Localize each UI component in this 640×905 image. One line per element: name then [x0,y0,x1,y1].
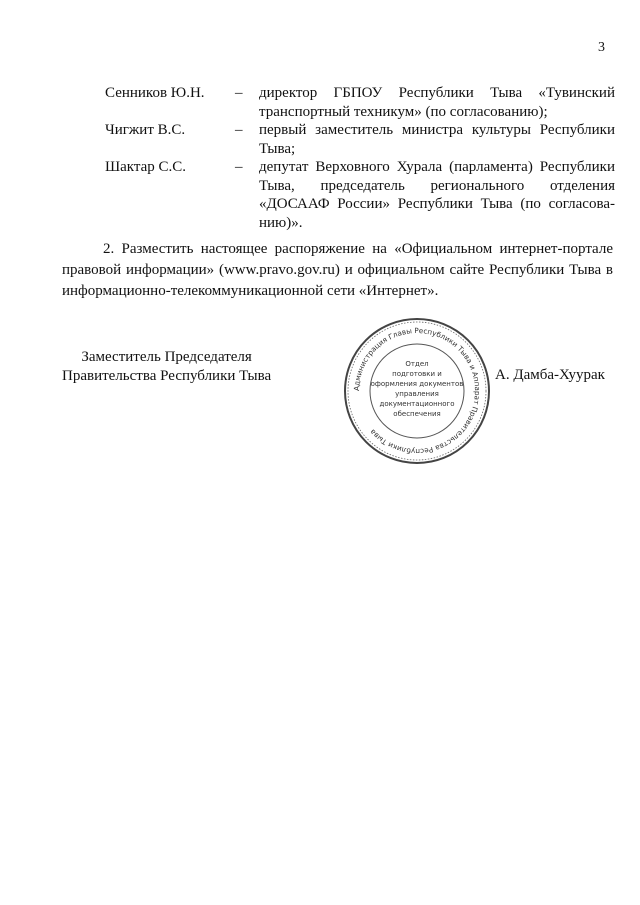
official-stamp [342,316,492,466]
member-dash: – [235,122,243,138]
stamp-center-line: подготовки и [392,370,442,378]
stamp-ring-text: Администрация Главы Республики Тыва и Аппарат Правительства Республики Тыва [351,325,483,457]
member-role: первый заместитель министра культуры Республики Тыва; [259,122,615,157]
stamp-center-text [371,360,464,418]
member-list [105,84,615,232]
stamp-center-line: оформления документов [370,380,464,388]
member-row [105,84,615,121]
member-row [105,158,615,232]
signature-position [62,348,271,386]
signature-name: А. Дамба-Хуурак [495,367,605,383]
signature-position-line2: Правительства Республики Тыва [62,368,272,384]
member-name: Чигжит В.С. [105,122,186,138]
member-role: директор ГБПОУ Республики Тыва «Тувинский транспортный техникум» (по согласованию); [259,85,615,120]
member-row [105,121,615,158]
member-dash: – [235,159,243,175]
member-name: Шактар С.С. [105,159,187,175]
stamp-center-line: обеспечения [393,410,441,418]
stamp-center-line: Отдел [405,360,429,368]
member-dash: – [235,85,243,101]
page-number: 3 [598,40,605,55]
member-role: депутат Верховного Хурала (парламента) Республики Тыва, председатель регионального отделения «ДОСААФ России» Республики Тыва (по согласова-нию)». [259,159,615,231]
stamp-center-line: управления [395,390,439,398]
member-name: Сенников Ю.Н. [105,85,205,101]
signature-position-line1: Заместитель Председателя [81,349,252,365]
paragraph-2: 2. Разместить настоящее распоряжение на «Официальном интернет-портале правовой информации» (www.pravo.gov.ru) и официальном сайте Республики Тыва в информационно-телекоммуникационной сети «Интернет». [62,241,613,299]
stamp-center-line: документационного [379,400,455,408]
